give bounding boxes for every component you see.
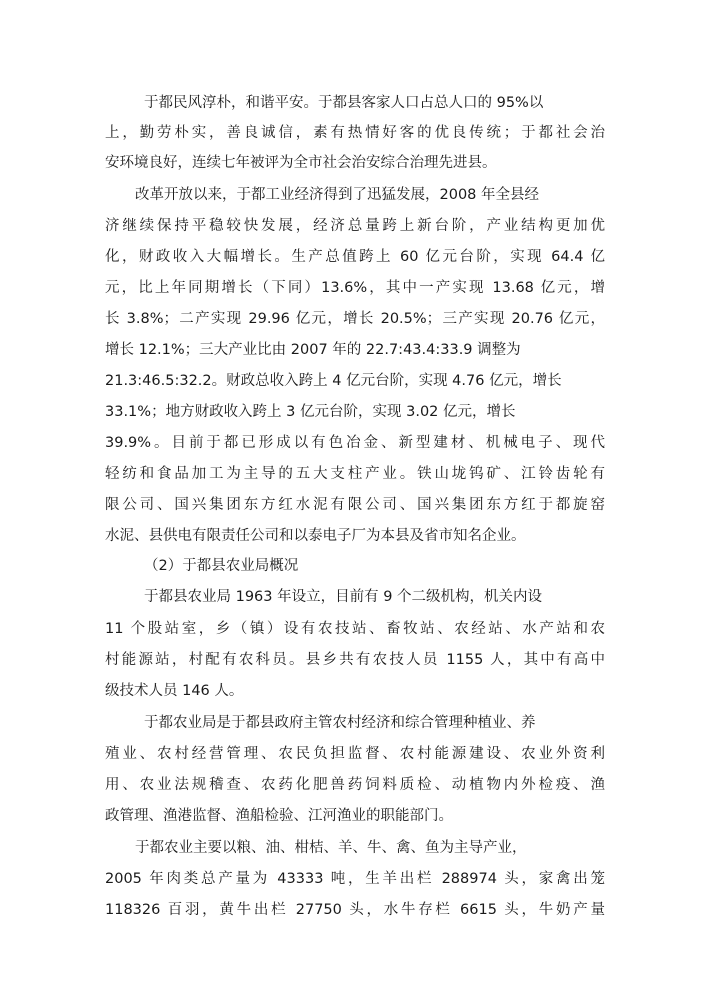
text-line: 政管理、渔港监督、渔船检验、江河渔业的职能部门。	[105, 808, 453, 824]
text-line: 21.3:46.5:32.2。财政总收入跨上 4 亿元台阶，实现 4.76 亿元，增长	[105, 373, 562, 389]
text-line: 长 3.8%；二产实现 29.96 亿元，增长 20.5%；三产实现 20.76 亿元，	[105, 311, 605, 327]
text-line: 2005 年肉类总产量为 43333 吨，生羊出栏 288974 头，家禽出笼	[105, 871, 605, 887]
text-line: 轻纺和食品加工为主导的五大支柱产业。铁山垅钨矿、江铃齿轮有	[105, 466, 605, 482]
text-line: 于都县农业局 1963 年设立，目前有 9 个二级机构，机关内设	[144, 589, 543, 605]
text-line: 用、农业法规稽查、农药化肥兽药饲料质检、动植物内外检疫、渔	[105, 777, 605, 793]
text-line: 上，勤劳朴实，善良诚信，素有热情好客的优良传统；于都社会治	[105, 125, 605, 141]
text-line: 118326 百羽，黄牛出栏 27750 头，水牛存栏 6615 头，牛奶产量	[105, 902, 605, 918]
text-line: 殖业、农村经营管理、农民负担监督、农村能源建设、农业外资利	[105, 746, 605, 762]
text-line: 于都民风淳朴，和谐平安。于都县客家人口占总人口的 95%以	[144, 95, 544, 111]
text-line: 改革开放以来，于都工业经济得到了迅猛发展，2008 年全县经	[135, 187, 540, 203]
text-line: 元，比上年同期增长（下同）13.6%，其中一产实现 13.68 亿元，增	[105, 280, 605, 296]
text-line: 39.9%。目前于都已形成以有色冶金、新型建材、机械电子、现代	[105, 435, 605, 451]
text-line: 水泥、县供电有限责任公司和以泰电子厂为本县及省市知名企业。	[105, 528, 526, 544]
text-line: 于都农业主要以粮、油、柑桔、羊、牛、禽、鱼为主导产业，	[135, 840, 527, 856]
text-line: 限公司、国兴集团东方红水泥有限公司、国兴集团东方红于都旋窑	[105, 497, 605, 513]
section-heading: （2）于都县农业局概况	[144, 558, 299, 574]
text-line: 化，财政收入大幅增长。生产总值跨上 60 亿元台阶，实现 64.4 亿	[105, 249, 605, 265]
text-line: 村能源站，村配有农科员。县乡共有农技人员 1155 人，其中有高中	[105, 652, 605, 668]
text-line: 级技术人员 146 人。	[105, 683, 244, 699]
text-line: 33.1%；地方财政收入跨上 3 亿元台阶，实现 3.02 亿元，增长	[105, 404, 516, 420]
text-line: 济继续保持平稳较快发展，经济总量跨上新台阶，产业结构更加优	[105, 218, 605, 234]
text-line: 11 个股站室，乡（镇）设有农技站、畜牧站、农经站、水产站和农	[105, 621, 605, 637]
text-line: 增长 12.1%；三大产业比由 2007 年的 22.7:43.4:33.9 调整为	[105, 342, 521, 358]
text-line: 安环境良好，连续七年被评为全市社会治安综合治理先进县。	[105, 155, 497, 171]
text-line: 于都农业局是于都县政府主管农村经济和综合管理种植业、养	[144, 715, 536, 731]
